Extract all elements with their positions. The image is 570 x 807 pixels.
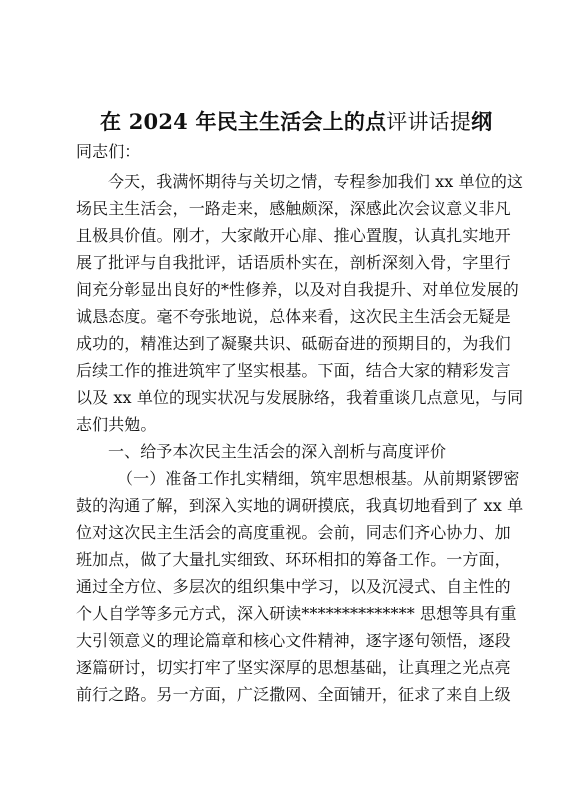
paragraph-line: 间充分彰显出良好的*性修养，以及对自我提升、对单位发展的: [76, 280, 519, 299]
paragraph-line: 个人自学等多元方式，深入研读************** 思想等具有重: [76, 604, 517, 623]
paragraph-line: 场民主生活会，一路走来，感触颇深，深感此次会议意义非凡: [76, 199, 511, 218]
salutation: 同志们：: [76, 142, 141, 161]
paragraph-line: 志们共勉。: [76, 415, 157, 434]
paragraph-line: 诚恳态度。毫不夸张地说，总体来看，这次民主生活会无疑是: [76, 307, 511, 326]
subsection-line: （一）准备工作扎实精细，筑牢思想根基。从前期紧锣密: [117, 469, 520, 488]
title-bold-char: 纲: [471, 109, 493, 134]
paragraph-line: 大引领意义的理论篇章和核心文件精神，逐字逐句领悟，逐段: [76, 631, 511, 650]
paragraph-line: 班加点，做了大量扎实细致、环环相扣的筹备工作。一方面，: [76, 550, 511, 569]
paragraph-line: 逐篇研讨，切实打牢了坚实深厚的思想基础，让真理之光点亮: [76, 658, 511, 677]
title-main: 在 2024 年民主生活会上的点: [100, 109, 387, 134]
document-title: [100, 108, 493, 136]
paragraph-line: 以及 xx 单位的现实状况与发展脉络，我着重谈几点意见，与同: [76, 388, 524, 407]
paragraph-line: 且极具价值。刚才，大家敞开心扉、推心置腹，认真扎实地开: [76, 226, 511, 245]
paragraph-line: 鼓的沟通了解，到深入实地的调研摸底，我真切地看到了 xx 单: [76, 496, 524, 515]
title-tail: 评讲话提: [386, 110, 472, 134]
paragraph-line: 展了批评与自我批评，话语质朴实在，剖析深刻入骨，字里行: [76, 253, 511, 272]
paragraph-line: 前行之路。另一方面，广泛撒网、全面铺开，征求了来自上级: [76, 685, 511, 704]
paragraph-line: 成功的，精准达到了凝聚共识、砥砺奋进的预期目的，为我们: [76, 334, 511, 353]
paragraph-line: 位对这次民主生活会的高度重视。会前，同志们齐心协力、加: [76, 523, 511, 542]
paragraph-line: 今天，我满怀期待与关切之情，专程参加我们 xx 单位的这: [108, 172, 524, 191]
section-heading: 一、给予本次民主生活会的深入剖析与高度评价: [108, 442, 447, 461]
paragraph-line: 通过全方位、多层次的组织集中学习，以及沉浸式、自主性的: [76, 577, 511, 596]
paragraph-line: 后续工作的推进筑牢了坚实根基。下面，结合大家的精彩发言: [76, 361, 511, 380]
